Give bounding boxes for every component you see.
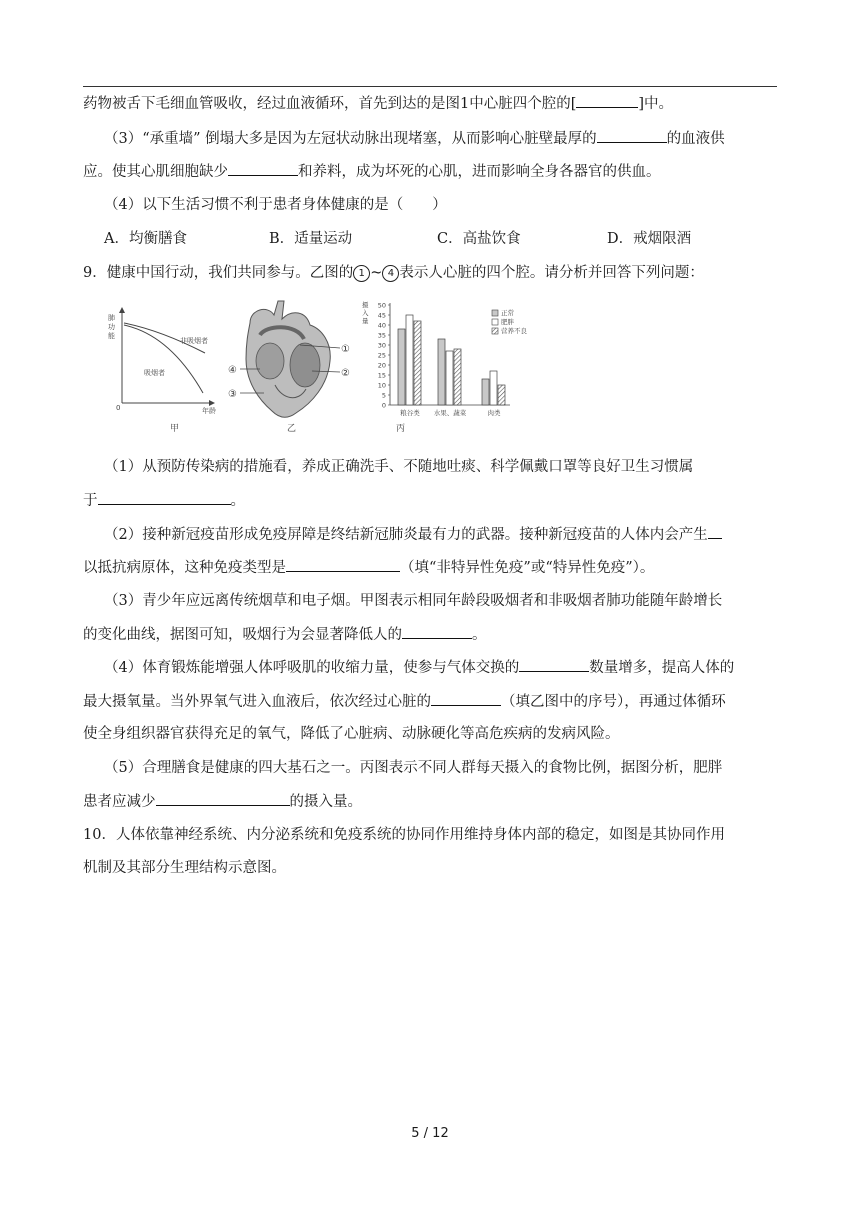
option-b[interactable]: B．适量运动 [269, 231, 353, 247]
y-tick-label: 45 [377, 311, 386, 320]
question-9-3: （3）青少年应远离传统烟草和电子烟。甲图表示相同年龄段吸烟者和非吸烟者肺功能随年龄增长 [104, 593, 723, 609]
text-segment: 于 [83, 493, 98, 509]
legend-label: 营养不良 [501, 327, 527, 335]
category-label: 水果、蔬菜 [433, 409, 467, 417]
y-tick-label: 35 [377, 331, 386, 340]
question-8-4: （4）以下生活习惯不利于患者身体健康的是（ ） [104, 197, 447, 213]
text-segment: （填“非特异性免疫”或“特异性免疫”）。 [400, 560, 655, 576]
y-tick-label: 0 [381, 401, 386, 410]
text-segment: 和养料，成为坏死的心肌，进而影响全身各器官的供血。 [298, 164, 661, 180]
y-tick-label: 40 [377, 321, 386, 330]
y-tick-label: 15 [377, 371, 386, 380]
text-segment: 数量增多，提高人体的 [589, 660, 735, 676]
legend-label: 肥胖 [501, 318, 514, 326]
bar [454, 349, 461, 405]
label-smoker: 吸烟者 [144, 369, 165, 377]
category-label: 粮谷类 [400, 409, 420, 417]
question-9-4-cont [83, 691, 783, 712]
jia-xlabel: 年龄 [202, 407, 216, 415]
question-8-3 [104, 128, 804, 149]
y-tick-label: 5 [381, 391, 386, 400]
heart-label-4: ④ [228, 365, 237, 376]
bar [398, 329, 405, 405]
question-10-stem-cont: 机制及其部分生理结构示意图。 [83, 860, 286, 876]
question-9-5-cont [83, 791, 783, 812]
bar [490, 371, 497, 405]
caption-bing: 丙 [396, 424, 406, 434]
answer-blank[interactable] [431, 691, 501, 706]
answer-blank[interactable] [708, 524, 722, 539]
answer-blank[interactable] [597, 128, 667, 143]
question-9-2 [104, 524, 804, 545]
text-segment: 以抵抗病原体，这种免疫类型是 [83, 560, 286, 576]
question-8-3-cont [83, 161, 783, 182]
bing-ylabel-2: 入 [362, 309, 369, 317]
caption-yi: 乙 [287, 424, 297, 434]
jia-ylabel-3: 能 [108, 332, 115, 340]
jia-ylabel-2: 功 [108, 323, 115, 331]
bar [438, 339, 445, 405]
question-10-stem: 10．人体依靠神经系统、内分泌系统和免疫系统的协同作用维持身体内部的稳定，如图是其协同作用 [83, 827, 725, 843]
bing-ylabel-1: 摄 [362, 301, 369, 309]
text-segment: （3）“承重墙” 倒塌大多是因为左冠状动脉出现堵塞，从而影响心脏壁最厚的 [104, 131, 597, 147]
option-d[interactable]: D．戒烟限酒 [607, 231, 692, 247]
question-9-5: （5）合理膳食是健康的四大基石之一。丙图表示不同人群每天摄入的食物比例，据图分析，肥胖 [104, 760, 723, 776]
text-segment: 药物被舌下毛细血管吸收，经过血液循环，首先到达的是图1中心脏四个腔的[ [83, 96, 577, 112]
text-segment: 最大摄氧量。当外界氧气进入血液后，依次经过心脏的 [83, 694, 431, 710]
y-tick-label: 25 [377, 351, 386, 360]
text-segment: 。 [230, 493, 245, 509]
text-segment: ~ [370, 265, 383, 281]
answer-blank[interactable] [156, 791, 290, 806]
text-segment: 。 [472, 627, 487, 643]
jia-origin: 0 [116, 404, 121, 412]
legend-swatch [492, 319, 498, 325]
legend-swatch [492, 328, 498, 334]
heart-label-2: ② [341, 368, 350, 379]
legend-label: 正常 [501, 309, 514, 317]
answer-blank[interactable] [228, 161, 298, 176]
question-9-1-cont [83, 490, 783, 511]
answer-blank[interactable] [98, 490, 231, 505]
text-segment: （2）接种新冠疫苗形成免疫屏障是终结新冠肺炎最有力的武器。接种新冠疫苗的人体内会产生 [104, 527, 708, 543]
answer-blank[interactable] [402, 624, 472, 639]
legend-swatch [492, 310, 498, 316]
category-label: 肉类 [487, 409, 501, 417]
heart-label-1: ① [341, 344, 350, 355]
question-9-3-cont [83, 624, 783, 645]
heart-label-3: ③ [228, 389, 237, 400]
bing-ylabel-3: 量 [362, 317, 369, 325]
text-segment: 的血液供 [666, 131, 725, 147]
question-9-4 [104, 657, 804, 678]
y-tick-label: 10 [377, 381, 386, 390]
text-segment: 的摄入量。 [289, 794, 362, 810]
answer-blank[interactable] [576, 93, 638, 108]
figure-jia [108, 307, 216, 434]
y-tick-label: 20 [377, 361, 386, 370]
bar [498, 385, 505, 405]
bar [414, 321, 421, 405]
figure-yi-heart [228, 301, 350, 434]
text-segment: （填乙图中的序号），再通过体循环 [501, 694, 726, 710]
text-segment: ]中。 [638, 96, 674, 112]
figure-bing-chart [362, 300, 528, 434]
text-segment: 应。使其心肌细胞缺少 [83, 164, 228, 180]
answer-blank[interactable] [519, 657, 589, 672]
figures-panel [100, 295, 527, 435]
y-tick-label: 50 [377, 301, 386, 310]
bar [482, 379, 489, 405]
bar [406, 315, 413, 405]
bar [446, 351, 453, 405]
y-tick-label: 30 [377, 341, 386, 350]
question-9-4-cont2: 使全身组织器官获得充足的氧气，降低了心脏病、动脉硬化等高危疾病的发病风险。 [83, 726, 620, 742]
circled-number-4: 4 [382, 265, 399, 282]
option-a[interactable]: A．均衡膳食 [104, 231, 187, 247]
label-nonsmoker: 非吸烟者 [180, 337, 208, 345]
text-segment: 9．健康中国行动，我们共同参与。乙图的 [83, 265, 354, 281]
text-segment: 的变化曲线，据图可知，吸烟行为会显著降低人的 [83, 627, 402, 643]
jia-ylabel-1: 肺 [108, 314, 115, 322]
header-rule [83, 86, 777, 87]
circled-number-1: 1 [353, 265, 370, 282]
text-line-1 [83, 93, 783, 114]
question-9-1: （1）从预防传染病的措施看，养成正确洗手、不随地吐痰、科学佩戴口罩等良好卫生习惯属 [104, 459, 694, 475]
caption-jia: 甲 [170, 424, 180, 434]
text-segment: 表示人心脏的四个腔。请分析并回答下列问题： [399, 265, 704, 281]
option-c[interactable]: C．高盐饮食 [437, 231, 521, 247]
answer-blank[interactable] [286, 557, 400, 572]
question-9-stem [83, 263, 783, 283]
text-segment: （4）体育锻炼能增强人体呼吸肌的收缩力量，使参与气体交换的 [104, 660, 520, 676]
text-segment: 患者应减少 [83, 794, 156, 810]
curve-smoker [124, 325, 203, 393]
question-9-2-cont [83, 557, 783, 578]
page-number: 5 / 12 [411, 1126, 449, 1141]
